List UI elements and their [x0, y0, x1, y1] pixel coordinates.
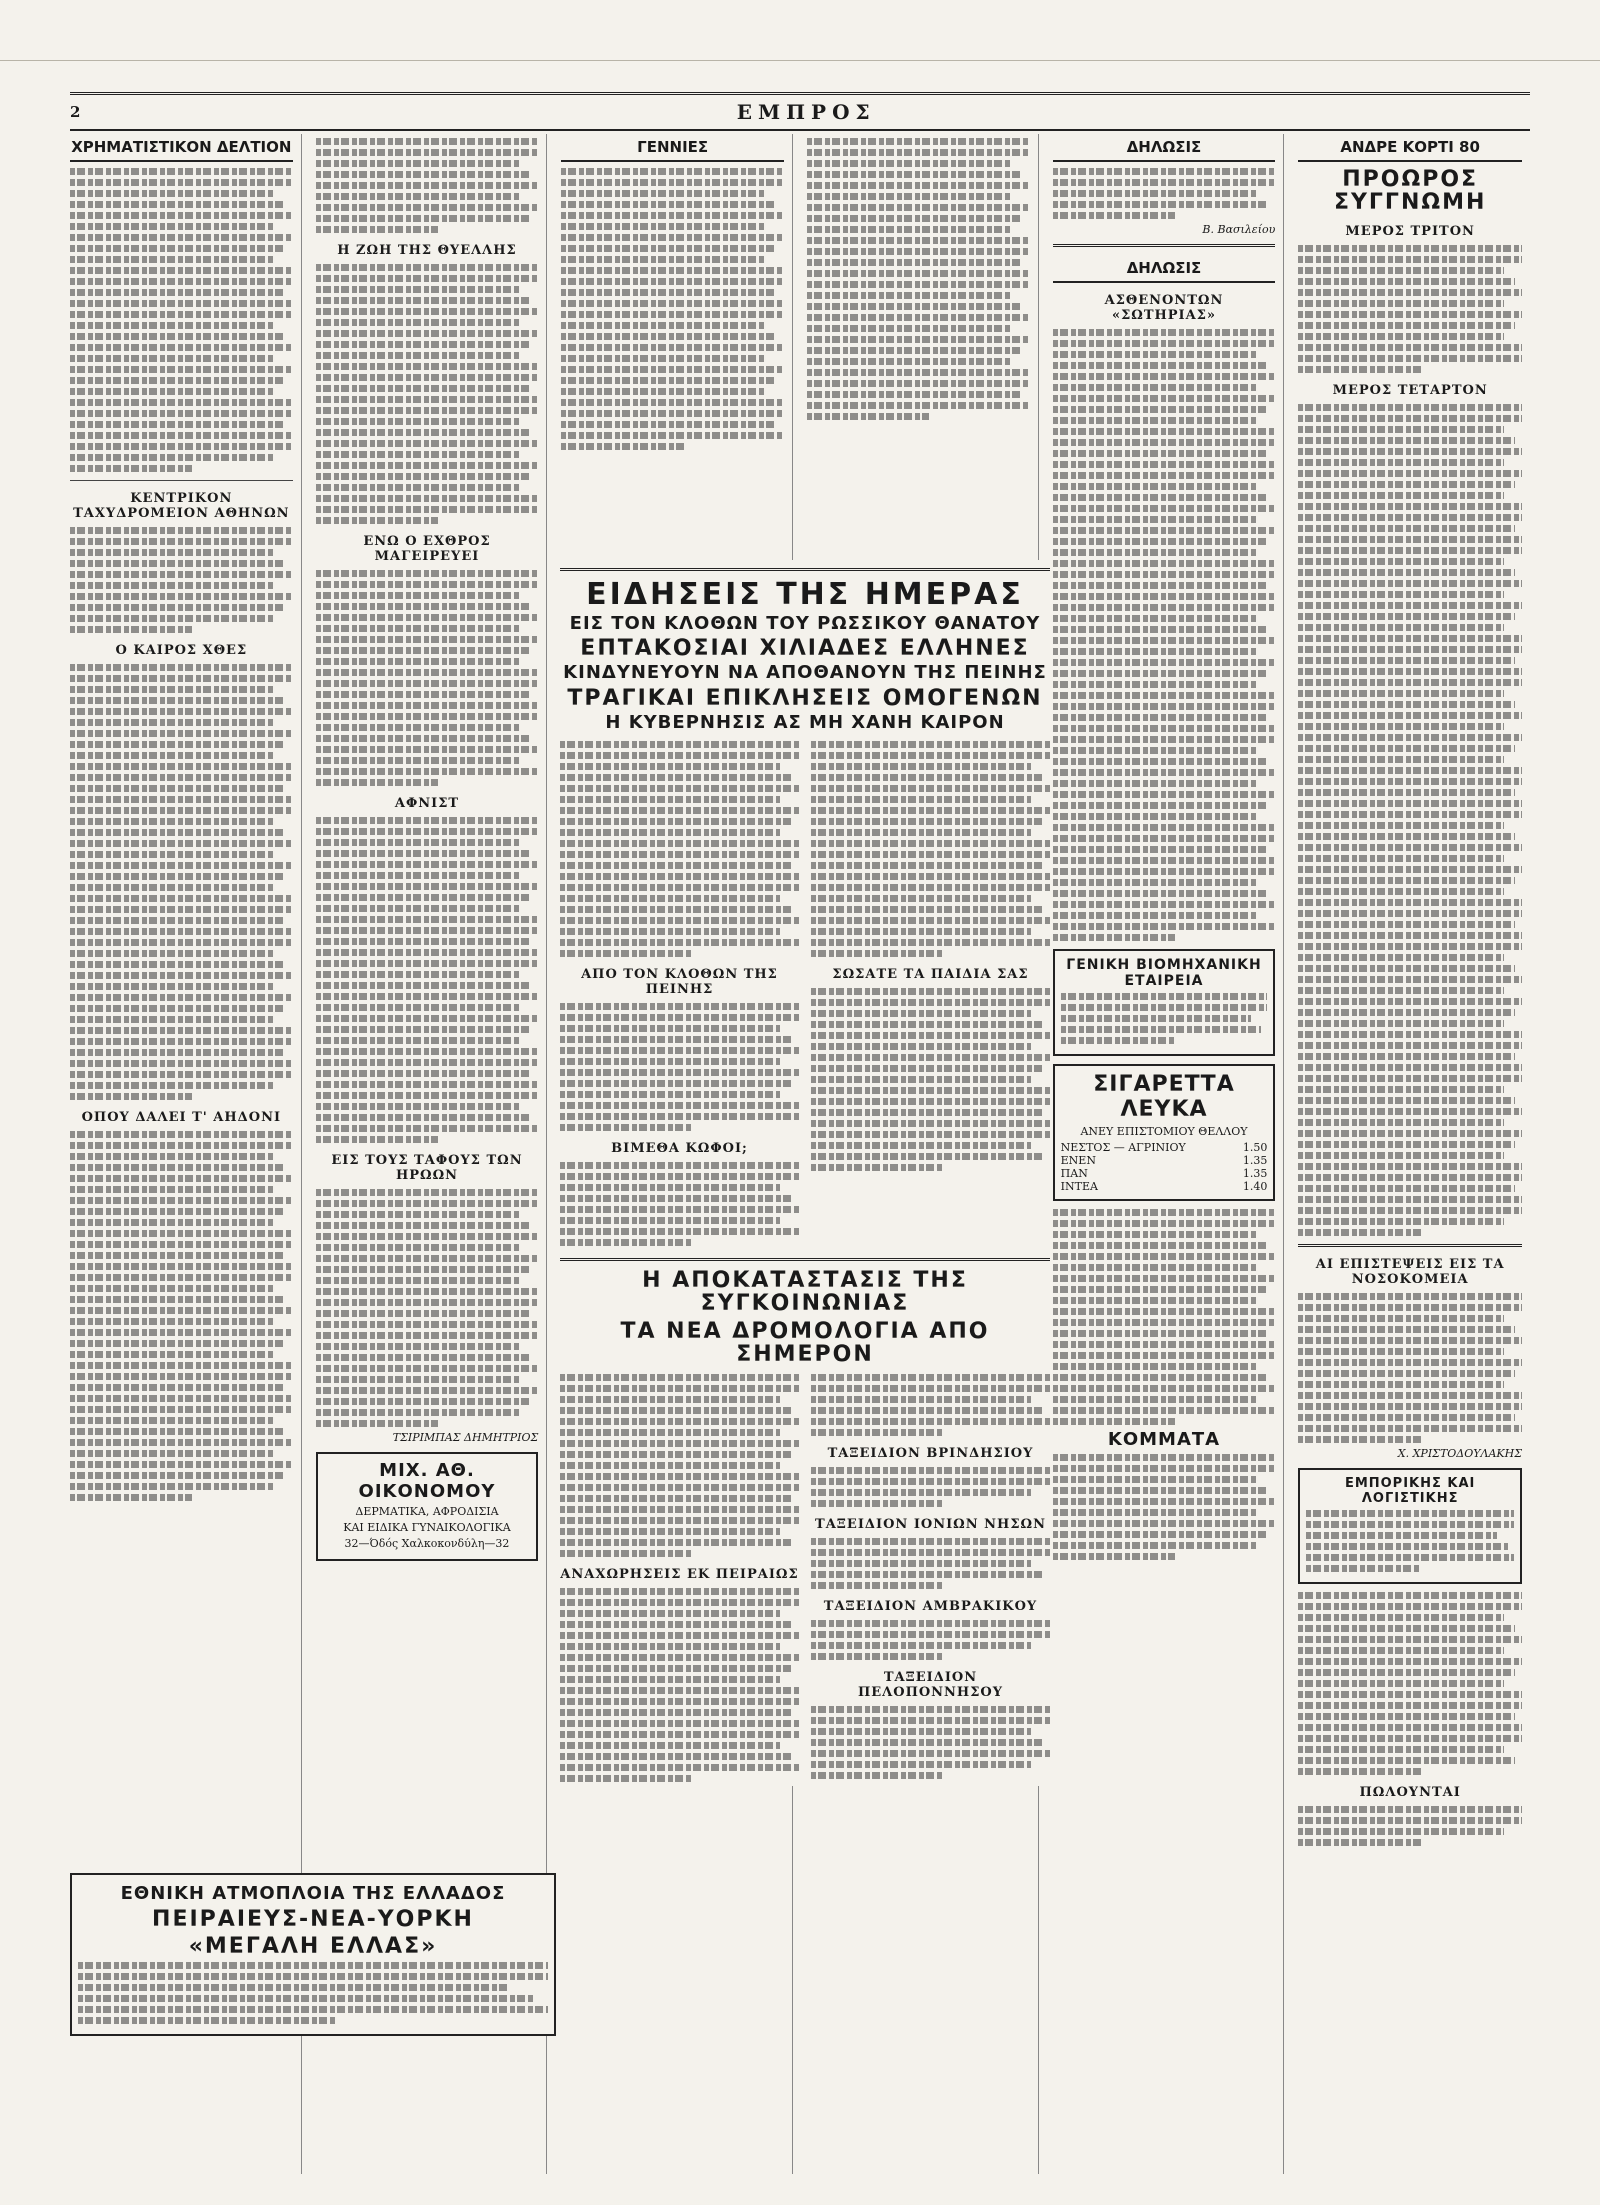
doctor-address: 32—Όδός Χαλκοκονδύλη—32 — [344, 1537, 510, 1550]
cigarette-subtitle: ΑΝΕΥ ΕΠΙΣΤΟΜΙΟΥ ΘΕΛΛΟΥ — [1080, 1125, 1248, 1138]
price-row — [1061, 1180, 1268, 1193]
serial-title: ΠΡΟΩΡΟΣ ΣΥΓΓΝΩΜΗ — [1333, 167, 1487, 216]
divider — [70, 480, 293, 481]
brand-name: ΠΑΝ — [1060, 1167, 1088, 1180]
starvation-headline: ΚΙΝΔΥΝΕΥΟΥΝ ΝΑ ΑΠΟΘΑΝΟΥΝ ΤΗΣ ΠΕΙΝΗΣ — [563, 662, 1047, 684]
text-block — [70, 664, 293, 1100]
declaration-heading: ΔΗΛΩΣΙΣ — [1053, 134, 1276, 162]
storm-life-heading: Η ΖΩΗ ΤΗΣ ΘΥΕΛΛΗΣ — [337, 243, 517, 258]
text-block — [70, 168, 293, 472]
new-itineraries-headline: ΤΑ ΝΕΑ ΔΡΟΜΟΛΟΓΙΑ ΑΠΟ ΣΗΜΕΡΟΝ — [620, 1318, 990, 1367]
famine-subheading: ΑΠΟ ΤΟΝ ΚΛΟΘΩΝ ΤΗΣ ΠΕΙΝΗΣ — [581, 967, 778, 998]
brand-price: 1.35 — [1242, 1167, 1268, 1180]
news-columns — [560, 737, 1050, 1250]
text-block — [1298, 1806, 1522, 1846]
text-block — [560, 1588, 799, 1782]
heroes-graves-heading: ΕΙΣ ΤΟΥΣ ΤΑΦΟΥΣ ΤΩΝ ΗΡΩΩΝ — [331, 1153, 523, 1183]
ambracian-route-heading: ΤΑΞΕΙΔΙΟΝ ΑΜΒΡΑΚΙΚΟΥ — [823, 1598, 1038, 1614]
serial-heading — [1298, 134, 1522, 162]
news-of-the-day-title: ΕΙΔΗΣΕΙΣ ΤΗΣ ΗΜΕΡΑΣ — [586, 577, 1024, 612]
doctor-specialty: ΔΕΡΜΑΤΙΚΑ, ΑΦΡΟΔΙΣΙΑ — [355, 1505, 499, 1518]
article-heading: ΑΦΝΙΣΤ — [394, 796, 460, 811]
text-block — [560, 1374, 799, 1557]
cigarette-ad — [1053, 1064, 1276, 1201]
text-block — [807, 138, 1030, 420]
text-block — [811, 988, 1050, 1171]
appeals-headline: ΤΡΑΓΙΚΑΙ ΕΠΙΚΛΗΣΕΙΣ ΟΜΟΓΕΝΩΝ — [567, 686, 1043, 712]
serial-part: ΜΕΡΟΣ ΤΡΙΤΟΝ — [1345, 224, 1475, 240]
doctor-specialty-2: ΚΑΙ ΕΙΔΙΚΑ ΓΥΝΑΙΚΟΛΟΓΙΚΑ — [343, 1521, 511, 1534]
text-block — [811, 1374, 1050, 1436]
deaf-subheading: ΒΙΜΕΘΑ ΚΩΦΟΙ; — [611, 1141, 748, 1157]
shipping-company-name: ΕΘΝΙΚΗ ΑΤΜΟΠΛΟΙΑ ΤΗΣ ΕΛΛΑΔΟΣ — [120, 1883, 506, 1904]
text-block — [1053, 1209, 1276, 1425]
text-block — [1053, 329, 1276, 941]
text-block — [1053, 168, 1276, 219]
ionian-route-heading: ΤΑΞΕΙΔΙΟΝ ΙΟΝΙΩΝ ΝΗΣΩΝ — [815, 1516, 1046, 1532]
news-column-right — [811, 737, 1050, 1250]
nightingale-heading: ΟΠΟΥ ΔΑΛΕΙ Τ' ΑΗΔΟΝΙ — [81, 1110, 282, 1125]
news-column-left — [560, 737, 799, 1250]
text-block — [1298, 1592, 1522, 1775]
column-5 — [1053, 134, 1285, 2174]
government-headline: Η ΚΥΒΕΡΝΗΣΙΣ ΑΣ ΜΗ ΧΑΝΗ ΚΑΙΡΟΝ — [605, 712, 1005, 734]
doctor-advertisement — [316, 1452, 539, 1561]
for-sale-heading: ΠΩΛΟΥΝΤΑΙ — [1359, 1785, 1461, 1801]
doctor-name: ΜΙΧ. ΑΘ. ΟΙΚΟΝΟΜΟΥ — [358, 1460, 496, 1502]
brand-price: 1.35 — [1242, 1154, 1268, 1167]
ship-name: «ΜΕΓΑΛΗ ΕΛΛΑΣ» — [188, 1933, 438, 1959]
shipping-ad — [70, 1873, 556, 2036]
text-block — [1298, 1293, 1522, 1443]
author-signature: ΤΣΙΡΙΜΠΑΣ ΔΗΜΗΤΡΙΟΣ — [392, 1431, 539, 1444]
enemy-cooking-heading: ΕΝΩ Ο ΕΧΘΡΟΣ ΜΑΓΕΙΡΕΥΕΙ — [363, 534, 491, 564]
brand-price: 1.50 — [1242, 1141, 1268, 1154]
peloponnese-route-heading: ΤΑΞΕΙΔΙΟΝ ΠΕΛΟΠΟΝΝΗΣΟΥ — [857, 1669, 1004, 1700]
brand-name: ΝΕΣΤΟΣ — ΑΓΡΙΝΙΟΥ — [1060, 1141, 1186, 1154]
price-row — [1061, 1154, 1268, 1167]
text-block — [811, 1467, 1050, 1507]
column-2 — [316, 134, 548, 2174]
hospital-visits-heading: ΑΙ ΕΠΙΣΤΕΨΕΙΣ ΕΙΣ ΤΑ ΝΟΣΟΚΟΜΕΙΑ — [1315, 1257, 1505, 1288]
text-block — [811, 1538, 1050, 1589]
text-block — [811, 1620, 1050, 1660]
text-block — [1061, 993, 1268, 1044]
shipping-route: ΠΕΙΡΑΙΕΥΣ-ΝΕΑ-ΥΟΡΚΗ — [152, 1906, 474, 1932]
communication-restored-headline: Η ΑΠΟΚΑΤΑΣΤΑΣΙΣ ΤΗΣ ΣΥΓΚΟΙΝΩΝΙΑΣ — [642, 1268, 968, 1317]
text-block — [316, 138, 539, 233]
text-block — [1306, 1510, 1514, 1572]
itinerary-columns — [560, 1370, 1050, 1786]
text-block — [78, 1962, 548, 2024]
save-children-subheading: ΣΩΣΑΤΕ ΤΑ ΠΑΙΔΙΑ ΣΑΣ — [832, 967, 1029, 983]
text-block — [811, 1706, 1050, 1779]
stock-bulletin-heading: ΧΡΗΜΑΤΙΣΤΙΚΟΝ ΔΕΛΤΙΟΝ — [70, 134, 293, 162]
brand-price: 1.40 — [1242, 1180, 1268, 1193]
declaration-signature: Β. Βασιλείου — [1202, 223, 1276, 236]
column-1 — [70, 134, 302, 2174]
brand-name: ΕΝΕΝ — [1060, 1154, 1096, 1167]
text-block — [811, 741, 1050, 957]
text-block — [316, 817, 539, 1143]
scan-margin — [0, 0, 1600, 61]
paper-name: ΕΜΠΡΟΣ — [736, 100, 876, 124]
post-office-heading: ΚΕΝΤΡΙΚΟΝ ΤΑΧΥΔΡΟΜΕΙΟΝ ΑΘΗΝΩΝ — [73, 491, 290, 521]
text-block — [70, 527, 293, 633]
text-block — [70, 1131, 293, 1501]
divider — [560, 1258, 1050, 1261]
text-block — [316, 1189, 539, 1427]
births-heading: ΓΕΝΝΙΕΣ — [561, 134, 784, 162]
brindisi-route-heading: ΤΑΞΕΙΔΙΟΝ ΒΡΙΝΔΗΣΙΟΥ — [827, 1445, 1034, 1461]
piraeus-departures-heading: ΑΝΑΧΩΡΗΣΕΙΣ ΕΚ ΠΕΙΡΑΙΩΣ — [560, 1566, 799, 1582]
page-number: 2 — [70, 103, 83, 121]
text-block — [1298, 404, 1522, 1236]
brand-name: ΙΝΤΕΑ — [1060, 1180, 1098, 1193]
pieces-ad-title: ΚΟΜΜΑΤΑ — [1107, 1429, 1221, 1450]
column-6 — [1298, 134, 1530, 2174]
text-block — [1053, 1454, 1276, 1560]
text-block — [560, 1003, 799, 1131]
serial-number: 80 — [1459, 138, 1480, 156]
industrial-company-ad — [1053, 949, 1276, 1056]
school-ad-title: ΕΜΠΟΡΙΚΗΣ ΚΑΙ ΛΟΓΙΣΤΙΚΗΣ — [1344, 1476, 1476, 1507]
declaration-heading-2: ΔΗΛΩΣΙΣ — [1053, 255, 1276, 283]
russian-death-headline: ΕΙΣ ΤΟΝ ΚΛΟΘΩΝ ΤΟΥ ΡΩΣΣΙΚΟΥ ΘΑΝΑΤΟΥ — [569, 612, 1041, 634]
weather-heading: Ο ΚΑΙΡΟΣ ΧΘΕΣ — [115, 643, 248, 658]
industrial-company-title: ΓΕΝΙΚΗ ΒΙΟΜΗΧΑΝΙΚΗ ΕΤΑΙΡΕΙΑ — [1066, 957, 1262, 989]
masthead — [70, 92, 1530, 131]
school-ad — [1298, 1468, 1522, 1584]
divider — [560, 568, 1050, 571]
greeks-headline: ΕΠΤΑΚΟΣΙΑΙ ΧΙΛΙΑΔΕΣ ΕΛΛΗΝΕΣ — [580, 636, 1030, 662]
divider — [1053, 244, 1276, 247]
price-row — [1061, 1167, 1268, 1180]
cigarette-brand: ΣΙΓΑΡΕΤΤΑ ΛΕΥΚΑ — [1093, 1072, 1235, 1122]
price-row — [1061, 1141, 1268, 1154]
itinerary-column-right — [811, 1370, 1050, 1786]
text-block — [560, 741, 799, 957]
text-block — [316, 264, 539, 524]
text-block — [1298, 245, 1522, 373]
serial-part-2: ΜΕΡΟΣ ΤΕΤΑΡΤΟΝ — [1332, 383, 1488, 399]
news-of-the-day-block — [560, 560, 1050, 1786]
text-block — [561, 168, 784, 450]
sanatorium-patients-heading: ΑΣΘΕΝΟΝΤΩΝ «ΣΩΤΗΡΙΑΣ» — [1104, 293, 1224, 323]
serial-author: ΑΝΔΡΕ ΚΟΡΤΙ — [1340, 138, 1454, 156]
hospital-signature: Χ. ΧΡΙΣΤΟΔΟΥΛΑΚΗΣ — [1397, 1447, 1522, 1461]
text-block — [560, 1162, 799, 1246]
itinerary-column-left — [560, 1370, 799, 1786]
text-block — [316, 570, 539, 786]
divider — [1298, 1244, 1522, 1247]
